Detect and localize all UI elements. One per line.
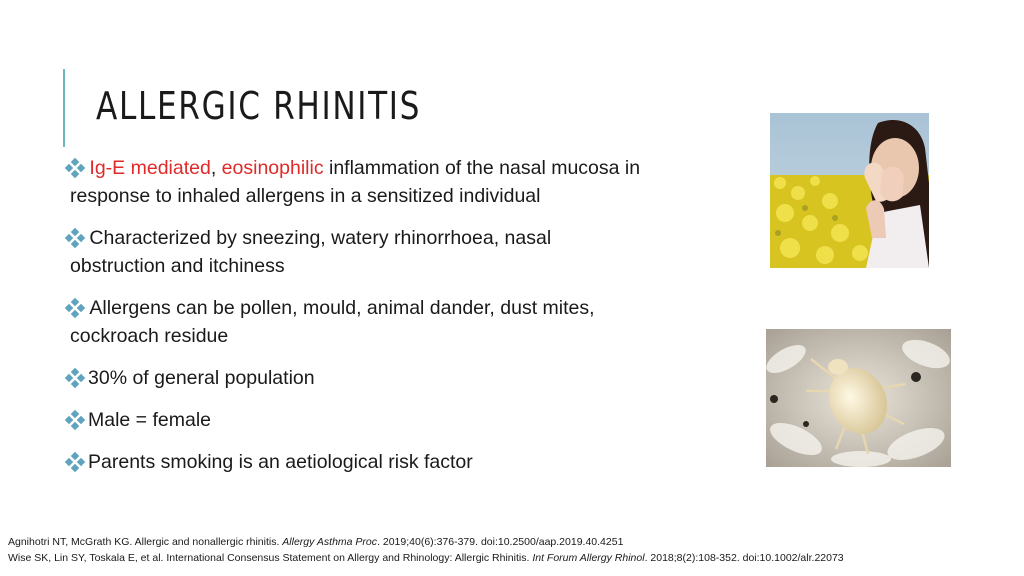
bullet-item: Ig-E mediated, eosinophilic inflammation of the nasal mucosa in response to inhaled allergens in a sensitized individual: [66, 154, 756, 210]
diamond-bullet-icon: [66, 411, 84, 429]
bullet-item: Male = female: [66, 406, 756, 434]
references: [8, 534, 1018, 566]
diamond-bullet-icon: [66, 159, 84, 177]
diamond-bullet-icon: [66, 369, 84, 387]
slide-title: ALLERGIC RHINITIS: [96, 84, 422, 128]
diamond-bullet-icon: [66, 299, 84, 317]
diamond-bullet-icon: [66, 453, 84, 471]
diamond-bullet-icon: [66, 229, 84, 247]
highlight-eosinophilic: eosinophilic: [221, 157, 324, 179]
bullet-list: [66, 154, 756, 490]
highlight-ige: Ig-E mediated: [89, 157, 211, 179]
reference-item: Wise SK, Lin SY, Toskala E, et al. International Consensus Statement on Allergy and Rhinology: Allergic Rhinitis. Int Forum Allergy Rhinol. 2018;8(2):108-352. doi:10.1002/alr.22073: [8, 552, 844, 564]
title-accent-line: [63, 69, 65, 147]
bullet-item: Parents smoking is an aetiological risk factor: [66, 448, 756, 476]
dust-mite-photo: [766, 329, 951, 467]
bullet-item: 30% of general population: [66, 364, 756, 392]
sneezing-woman-photo: [770, 113, 929, 268]
bullet-item: Allergens can be pollen, mould, animal dander, dust mites, cockroach residue: [66, 294, 756, 350]
bullet-item: Characterized by sneezing, watery rhinorrhoea, nasal obstruction and itchiness: [66, 224, 756, 280]
reference-item: Agnihotri NT, McGrath KG. Allergic and nonallergic rhinitis. Allergy Asthma Proc. 2019;40(6):376-379. doi:10.2500/aap.2019.40.4251: [8, 536, 624, 548]
